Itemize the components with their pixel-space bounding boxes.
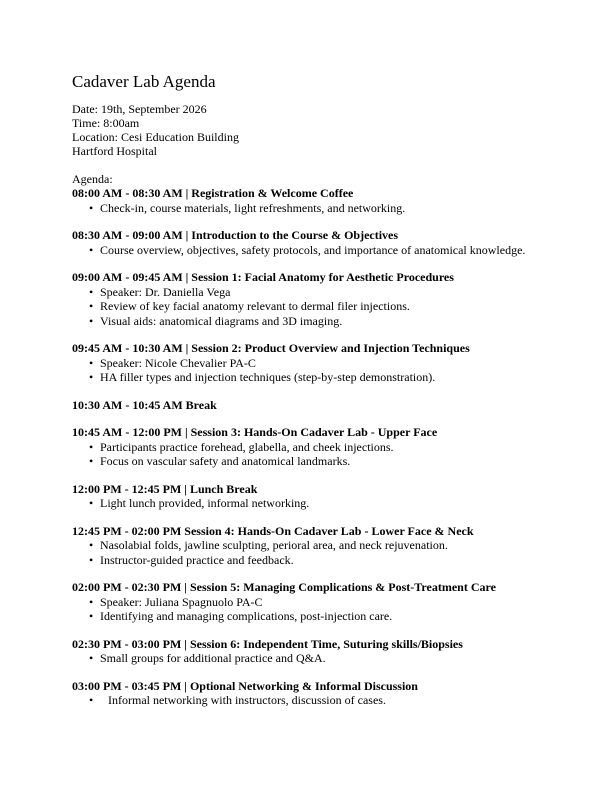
event-time: Time: 8:00am [72, 116, 140, 130]
session-bullet-list [72, 651, 542, 666]
document-title: Cadaver Lab Agenda [72, 72, 216, 91]
bullet-text: HA filler types and injection techniques (step-by-step demonstration). [100, 370, 436, 384]
bullet-text: Visual aids: anatomical diagrams and 3D imaging. [100, 313, 343, 328]
session-bullet-list [72, 243, 542, 258]
session-heading: 08:00 AM - 08:30 AM | Registration & Welcome Coffee [72, 186, 354, 200]
agenda-sessions [72, 186, 542, 708]
bullet-icon: • [89, 609, 94, 623]
bullet-icon: • [89, 439, 94, 454]
bullet-icon: • [89, 200, 94, 215]
event-venue: Hartford Hospital [72, 144, 157, 158]
bullet-text: Identifying and managing complications, post-injection care. [100, 609, 393, 623]
agenda-session [72, 228, 542, 257]
session-heading: 10:45 AM - 12:00 PM | Session 3: Hands-On Cadaver Lab - Upper Face [72, 425, 438, 439]
agenda-session [72, 425, 542, 469]
session-heading: 09:00 AM - 09:45 AM | Session 1: Facial Anatomy for Aesthetic Procedures [72, 270, 454, 284]
event-details [72, 102, 542, 158]
bullet-text: Check-in, course materials, light refreshments, and networking. [100, 200, 406, 215]
session-bullet-item [72, 370, 542, 385]
session-bullet-item [72, 243, 542, 258]
bullet-text: Focus on vascular safety and anatomical landmarks. [100, 454, 351, 468]
session-bullet-list [72, 538, 542, 567]
bullet-text: Speaker: Dr. Daniella Vega [100, 284, 231, 299]
bullet-icon: • [89, 538, 94, 552]
bullet-icon: • [89, 651, 94, 665]
bullet-text: Speaker: Nicole Chevalier PA-C [100, 355, 256, 370]
bullet-icon: • [89, 370, 94, 384]
agenda-document [72, 72, 542, 721]
session-bullet-item [72, 314, 542, 329]
bullet-icon: • [89, 355, 94, 370]
session-heading: 03:00 PM - 03:45 PM | Optional Networking & Informal Discussion [72, 678, 418, 693]
session-heading: 02:00 PM - 02:30 PM | Session 5: Managing Complications & Post-Treatment Care [72, 580, 496, 594]
agenda-session [72, 679, 542, 708]
session-bullet-item [72, 299, 542, 314]
event-date: Date: 19th, September 2026 [72, 102, 207, 116]
bullet-text: Participants practice forehead, glabella, and cheek injections. [100, 439, 394, 454]
agenda-label: Agenda: [72, 172, 113, 186]
session-bullet-item [72, 553, 542, 568]
session-bullet-item [72, 538, 542, 553]
session-heading: 12:45 PM - 02:00 PM Session 4: Hands-On Cadaver Lab - Lower Face & Neck [72, 523, 474, 538]
bullet-icon: • [89, 693, 94, 707]
bullet-icon: • [89, 496, 94, 510]
session-bullet-item [72, 440, 542, 455]
session-bullet-item [72, 693, 542, 708]
agenda-session [72, 270, 542, 328]
agenda-session [72, 482, 542, 511]
session-bullet-item [72, 496, 542, 511]
bullet-icon: • [89, 313, 94, 328]
session-bullet-list [72, 595, 542, 624]
session-bullet-list [72, 693, 542, 708]
session-bullet-item [72, 285, 542, 300]
session-heading: 08:30 AM - 09:00 AM | Introduction to the Course & Objectives [72, 228, 399, 242]
session-bullet-item [72, 609, 542, 624]
agenda-session [72, 186, 542, 215]
session-bullet-list [72, 201, 542, 216]
session-bullet-list [72, 496, 542, 511]
session-bullet-list [72, 285, 542, 329]
bullet-text: Speaker: Juliana Spagnuolo PA-C [100, 594, 263, 609]
session-bullet-item [72, 201, 542, 216]
agenda-session [72, 637, 542, 666]
bullet-text: Nasolabial folds, jawline sculpting, perioral area, and neck rejuvenation. [100, 538, 448, 552]
session-bullet-list [72, 440, 542, 469]
bullet-text: Course overview, objectives, safety protocols, and importance of anatomical knowledge. [100, 242, 526, 257]
bullet-text: Informal networking with instructors, discussion of cases. [108, 693, 386, 707]
session-heading: 10:30 AM - 10:45 AM Break [72, 397, 217, 412]
bullet-text: Small groups for additional practice and Q&A. [100, 651, 326, 665]
session-bullet-list [72, 356, 542, 385]
bullet-icon: • [89, 594, 94, 609]
bullet-text: Instructor-guided practice and feedback. [100, 552, 294, 567]
bullet-icon: • [89, 552, 94, 567]
session-heading: 12:00 PM - 12:45 PM | Lunch Break [72, 481, 258, 496]
session-bullet-item [72, 651, 542, 666]
session-bullet-item [72, 356, 542, 371]
agenda-session [72, 524, 542, 568]
event-location: Location: Cesi Education Building [72, 130, 239, 144]
session-bullet-item [72, 454, 542, 469]
session-bullet-item [72, 595, 542, 610]
bullet-text: Review of key facial anatomy relevant to dermal filer injections. [100, 299, 410, 313]
agenda-session [72, 398, 542, 413]
bullet-icon: • [89, 454, 94, 468]
agenda-session [72, 341, 542, 385]
bullet-icon: • [89, 299, 94, 313]
bullet-icon: • [89, 284, 94, 299]
bullet-icon: • [89, 242, 94, 257]
session-heading: 09:45 AM - 10:30 AM | Session 2: Product Overview and Injection Techniques [72, 341, 470, 355]
agenda-session [72, 580, 542, 624]
session-heading: 02:30 PM - 03:00 PM | Session 6: Independent Time, Suturing skills/Biopsies [72, 636, 463, 651]
bullet-text: Light lunch provided, informal networking. [100, 496, 310, 510]
